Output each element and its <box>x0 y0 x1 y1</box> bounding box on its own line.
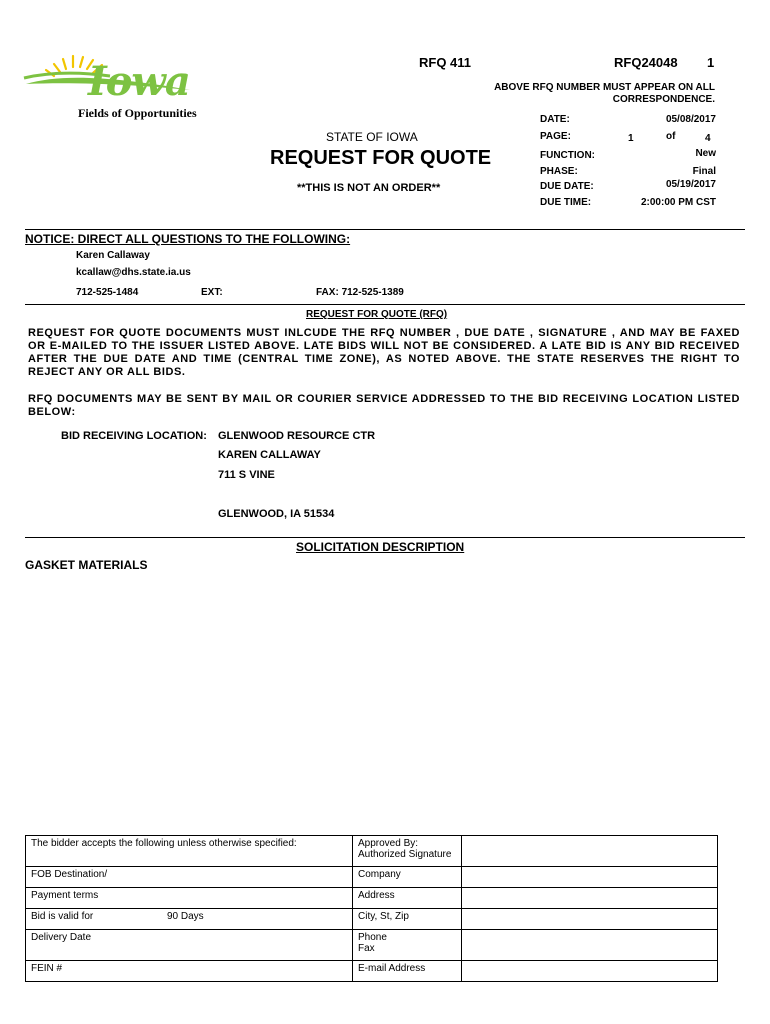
not-an-order: **THIS IS NOT AN ORDER** <box>297 182 441 194</box>
contact-ext-label: EXT: <box>201 287 223 298</box>
table-row <box>26 867 718 888</box>
page-title: REQUEST FOR QUOTE <box>270 147 492 169</box>
payment-terms-label: Payment terms <box>26 888 353 909</box>
fax-label: Fax <box>358 943 375 954</box>
phone-fax-field[interactable] <box>462 930 718 961</box>
delivery-date-label: Delivery Date <box>26 930 353 961</box>
bid-valid-label: Bid is valid for <box>31 911 94 922</box>
due-date-value: 05/19/2017 <box>665 179 716 190</box>
state-title: STATE OF IOWA <box>326 130 418 144</box>
contact-heading: NOTICE: DIRECT ALL QUESTIONS TO THE FOLLOWING: <box>25 232 351 246</box>
location-line3: 711 S VINE <box>218 469 275 481</box>
bid-valid-value: 90 Days <box>167 911 204 922</box>
rfq-label: RFQ 411 <box>419 55 472 70</box>
email-label: E-mail Address <box>353 961 462 982</box>
table-row <box>26 888 718 909</box>
contact-fax-label: FAX: <box>316 287 339 298</box>
location-label: BID RECEIVING LOCATION: <box>61 430 207 442</box>
due-time-label: DUE TIME: <box>540 197 592 208</box>
page-total: 4 <box>705 133 711 144</box>
terms-intro: The bidder accepts the following unless otherwise specified: <box>26 836 353 867</box>
company-field[interactable] <box>462 867 718 888</box>
rfq-notice <box>494 82 715 106</box>
approved-by-label: Approved By: <box>358 838 419 849</box>
phone-label: Phone <box>358 932 387 943</box>
bid-valid-cell <box>26 909 353 930</box>
due-time-value: 2:00:00 PM CST <box>640 197 716 208</box>
rfq-mail-instructions: RFQ DOCUMENTS MAY BE SENT BY MAIL OR COURIER SERVICE ADDRESSED TO THE BID RECEIVING LOCATION LISTED BELOW: <box>28 393 740 418</box>
rfq-number: RFQ24048 <box>614 55 678 70</box>
rfq-notice-line2: CORRESPONDENCE. <box>612 94 715 105</box>
divider-top <box>25 229 745 230</box>
function-label: FUNCTION: <box>540 150 595 161</box>
date-label: DATE: <box>540 114 570 125</box>
table-row <box>26 909 718 930</box>
contact-name: Karen Callaway <box>76 250 150 261</box>
email-field[interactable] <box>462 961 718 982</box>
divider-solicitation <box>25 537 745 538</box>
fein-label: FEIN # <box>26 961 353 982</box>
terms-table <box>25 835 718 982</box>
rfq-section-heading: REQUEST FOR QUOTE (RFQ) <box>306 309 448 320</box>
signature-field[interactable] <box>462 836 718 867</box>
location-line4: GLENWOOD, IA 51534 <box>218 508 335 520</box>
address-field[interactable] <box>462 888 718 909</box>
table-row <box>26 836 718 867</box>
page-label: PAGE: <box>540 131 571 142</box>
page-value: 1 <box>628 133 634 144</box>
rfq-instructions: REQUEST FOR QUOTE DOCUMENTS MUST INLCUDE THE RFQ NUMBER , DUE DATE , SIGNATURE , AND MAY BE FAXED OR E-MAILED TO THE ISSUER LISTED ABOVE. LATE BIDS WILL NOT BE CONSIDERED. A LATE BID IS ANY BID RECEIVED AFTER THE DUE DATE AND TIME (CENTRAL TIME ZONE), AS NOTED ABOVE. THE STATE RESERVES THE RIGHT TO REJECT ANY OR ALL BIDS. <box>28 327 740 378</box>
contact-phone: 712-525-1484 <box>76 287 139 298</box>
solicitation-heading: SOLICITATION DESCRIPTION <box>296 540 465 554</box>
company-label: Company <box>353 867 462 888</box>
authorized-signature-label: Authorized Signature <box>358 849 452 860</box>
contact-fax <box>316 287 404 298</box>
city-state-zip-label: City, St, Zip <box>353 909 462 930</box>
contact-email: kcallaw@dhs.state.ia.us <box>76 267 191 278</box>
logo-tagline: Fields of Opportunities <box>78 106 197 120</box>
address-label: Address <box>353 888 462 909</box>
approved-by-cell <box>353 836 462 867</box>
city-state-zip-field[interactable] <box>462 909 718 930</box>
of-label: of <box>666 131 676 142</box>
location-line2: KAREN CALLAWAY <box>218 449 321 461</box>
phase-value: Final <box>692 166 716 177</box>
table-row <box>26 930 718 961</box>
divider-contact <box>25 304 745 305</box>
table-row <box>26 961 718 982</box>
logo-word: Iowa <box>88 58 190 105</box>
contact-fax-value: 712-525-1389 <box>341 287 404 298</box>
function-value: New <box>695 148 716 159</box>
fob-label: FOB Destination/ <box>26 867 353 888</box>
iowa-logo <box>20 50 200 125</box>
phone-fax-cell <box>353 930 462 961</box>
phase-label: PHASE: <box>540 166 578 177</box>
date-value: 05/08/2017 <box>665 114 716 125</box>
due-date-label: DUE DATE: <box>540 181 594 192</box>
rfq-suffix: 1 <box>707 55 715 70</box>
location-line1: GLENWOOD RESOURCE CTR <box>218 430 376 442</box>
rfq-notice-line1: ABOVE RFQ NUMBER MUST APPEAR ON ALL <box>494 82 715 93</box>
solicitation-description: GASKET MATERIALS <box>25 558 148 572</box>
